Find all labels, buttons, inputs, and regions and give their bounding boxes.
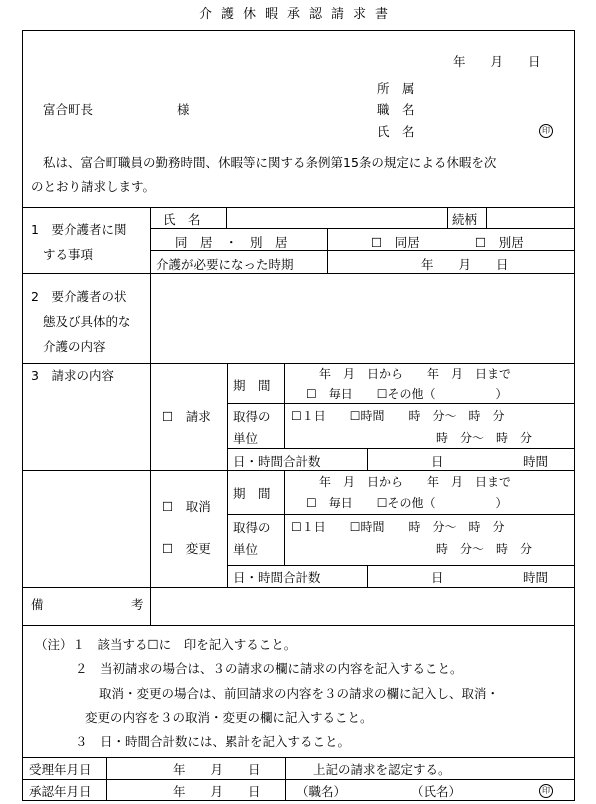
note-1: （注）１ 該当する☐に 印を記入すること。 [35, 637, 297, 652]
shokumei-label: 職 名 [377, 102, 415, 117]
approver-seal-icon: 印 [539, 784, 553, 798]
divider [23, 207, 574, 208]
remarks-label-b: 考 [131, 597, 144, 612]
addressee: 富合町長 [43, 102, 94, 117]
separate-checkbox[interactable]: ☐ 別居 [475, 235, 524, 250]
unit-line2: 時 分～ 時 分 [436, 431, 533, 445]
period-label: 期 間 [233, 378, 271, 393]
section2-label-line3: 介護の内容 [43, 339, 106, 354]
change-checkbox[interactable]: ☐ 変更 [162, 541, 211, 556]
period-line1-2: 年 月 日から 年 月 日まで [319, 475, 512, 489]
period-line2-2: ☐ 毎日 ☐その他（ ） [306, 496, 508, 510]
relation-label: 続柄 [452, 212, 478, 227]
living-label: 同 居 ・ 別 居 [175, 235, 288, 250]
approved-date: 年 月 日 [173, 784, 261, 799]
approved-label: 承認年月日 [29, 784, 92, 799]
shimei-label: 氏 名 [377, 124, 415, 139]
received-date: 年 月 日 [173, 762, 261, 777]
care-needed-label: 介護が必要になった時期 [156, 257, 294, 272]
header-date: 年 月 日 [453, 54, 541, 69]
approval-text: 上記の請求を認定する。 [313, 762, 451, 777]
section2-label-line1: 2 要介護者の状 [31, 289, 127, 304]
acq-label1-2: 取得の [233, 520, 271, 535]
unit-line1: ☐１日 ☐時間 時 分～ 時 分 [291, 409, 505, 423]
form-frame [22, 30, 575, 801]
section1-label-line2: する事項 [43, 247, 94, 262]
seal-icon: 印 [539, 124, 553, 138]
total-day: 日 [431, 454, 444, 469]
shozoku-label: 所 属 [377, 81, 415, 96]
period-line1: 年 月 日から 年 月 日まで [319, 367, 512, 381]
approver-position-label: （職名） [296, 784, 347, 799]
note-3: 取消・変更の場合は、前回請求の内容を３の請求の欄に記入し、取消・ [99, 686, 500, 701]
section3-label: 3 請求の内容 [31, 368, 114, 383]
unit-line1-2: ☐１日 ☐時間 時 分～ 時 分 [291, 520, 505, 534]
cohabit-checkbox[interactable]: ☐ 同居 [371, 235, 420, 250]
remarks-label-a: 備 [31, 597, 44, 612]
acq-label1: 取得の [233, 409, 271, 424]
total-hour: 時間 [523, 454, 549, 469]
addressee-honorific: 様 [177, 102, 190, 117]
acq-label2-2: 単位 [233, 542, 259, 557]
period-label-2: 期 間 [233, 486, 271, 501]
request-checkbox[interactable]: ☐ 請求 [162, 409, 211, 424]
total-day-2: 日 [431, 570, 444, 585]
care-needed-date: 年 月 日 [421, 257, 509, 272]
note-5: ３ 日・時間合計数には、累計を記入すること。 [75, 734, 351, 749]
note-4: 変更の内容を３の取消・変更の欄に記入すること。 [85, 710, 373, 725]
form-title: 介護休暇承認請求書 [198, 7, 397, 22]
unit-line2-2: 時 分～ 時 分 [436, 542, 533, 556]
approver-name-label: （氏名） [411, 784, 462, 799]
acq-label2: 単位 [233, 431, 259, 446]
note-2: ２ 当初請求の場合は、３の請求の欄に請求の内容を記入すること。 [75, 661, 463, 676]
request-body-line2: のとおり請求します。 [31, 179, 156, 194]
received-label: 受理年月日 [29, 762, 92, 777]
total-label: 日・時間合計数 [233, 454, 321, 469]
total-hour-2: 時間 [523, 570, 549, 585]
request-body-line1: 私は、富合町職員の勤務時間、休暇等に関する条例第15条の規定による休暇を次 [43, 155, 497, 170]
section1-label-line1: 1 要介護者に関 [31, 222, 127, 237]
cancel-checkbox[interactable]: ☐ 取消 [162, 499, 211, 514]
period-line2: ☐ 毎日 ☐その他（ ） [306, 387, 508, 401]
section2-label-line2: 態及び具体的な [43, 314, 131, 329]
total-label-2: 日・時間合計数 [233, 570, 321, 585]
name-label: 氏 名 [163, 212, 201, 227]
